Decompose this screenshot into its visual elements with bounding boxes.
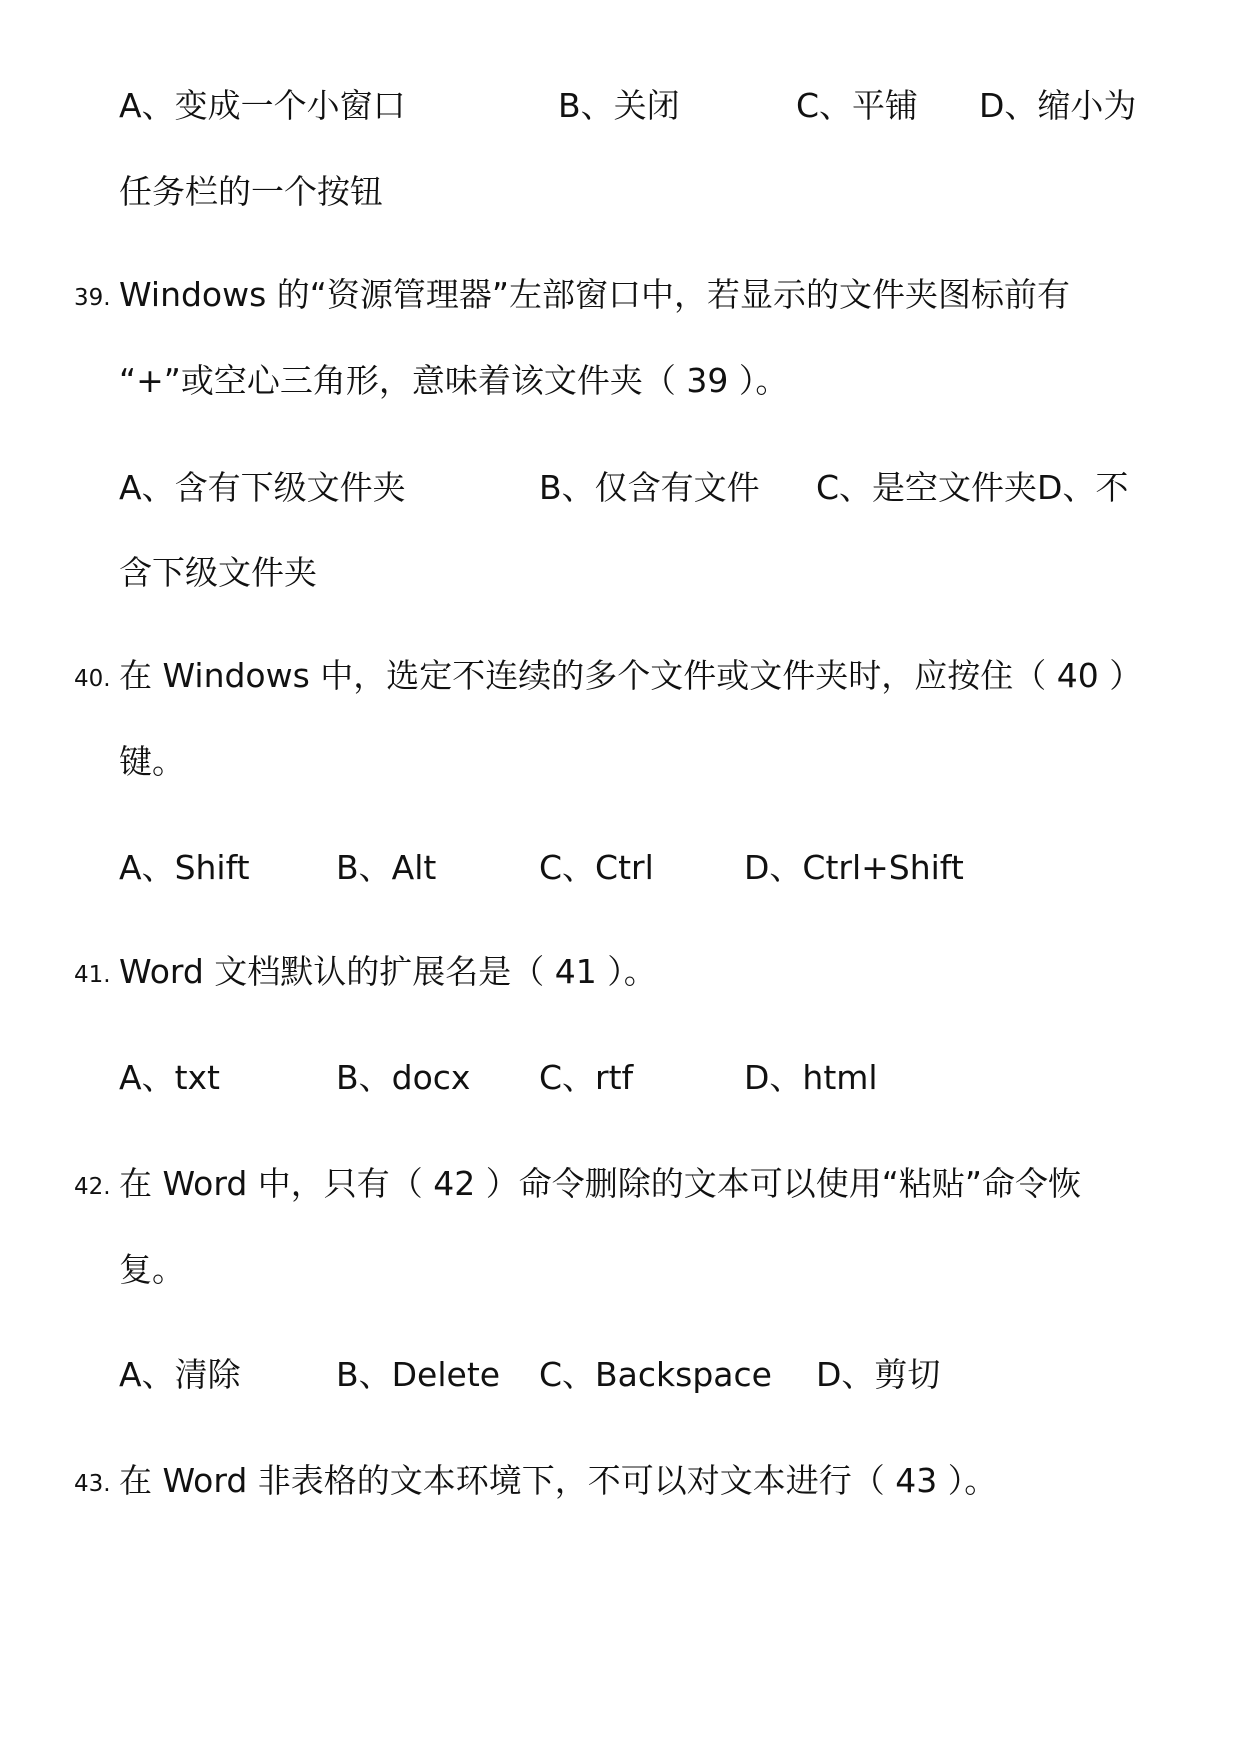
option-b: B、Delete <box>336 1355 501 1394</box>
question-number: 42. <box>74 1174 111 1200</box>
question-number: 40. <box>74 666 111 692</box>
stem-line-1: 在 Word 中，只有（ 42 ）命令删除的文本可以使用“粘贴”命令恢 <box>119 1164 1081 1203</box>
option-c: C、Ctrl <box>539 848 654 887</box>
option-a: A、变成一个小窗口 <box>119 86 406 125</box>
stem-line-1: Word 文档默认的扩展名是（ 41 ）。 <box>119 952 657 991</box>
stem-line-2: 复。 <box>119 1250 185 1289</box>
option-b: B、Alt <box>336 848 437 887</box>
option-b: B、关闭 <box>558 86 680 125</box>
option-d-continued: 任务栏的一个按钮 <box>119 172 383 211</box>
stem-line-2: “+”或空心三角形，意味着该文件夹（ 39 ）。 <box>119 361 789 400</box>
option-b: B、docx <box>336 1058 471 1097</box>
stem-line-1: Windows 的“资源管理器”左部窗口中，若显示的文件夹图标前有 <box>119 275 1070 314</box>
option-a: A、清除 <box>119 1355 241 1394</box>
question-number: 41. <box>74 962 111 988</box>
question-number: 39. <box>74 285 111 311</box>
option-a: A、txt <box>119 1058 220 1097</box>
stem-line-1: 在 Word 非表格的文本环境下，不可以对文本进行（ 43 ）。 <box>119 1461 998 1500</box>
option-c: C、Backspace <box>539 1355 772 1394</box>
option-d-continued: 含下级文件夹 <box>119 553 317 592</box>
option-a: A、含有下级文件夹 <box>119 468 406 507</box>
option-d: D、缩小为 <box>979 86 1137 125</box>
option-a: A、Shift <box>119 848 250 887</box>
question-number: 43. <box>74 1471 111 1497</box>
option-b: B、仅含有文件 <box>539 468 760 507</box>
stem-line-1: 在 Windows 中，选定不连续的多个文件或文件夹时，应按住（ 40 ） <box>119 656 1143 695</box>
option-c-d: C、是空文件夹D、不 <box>816 468 1129 507</box>
option-c: C、rtf <box>539 1058 634 1097</box>
stem-line-2: 键。 <box>119 742 185 781</box>
option-c: C、平铺 <box>796 86 919 125</box>
option-d: D、剪切 <box>816 1355 941 1394</box>
option-d: D、Ctrl+Shift <box>744 848 964 887</box>
option-d: D、html <box>744 1058 878 1097</box>
